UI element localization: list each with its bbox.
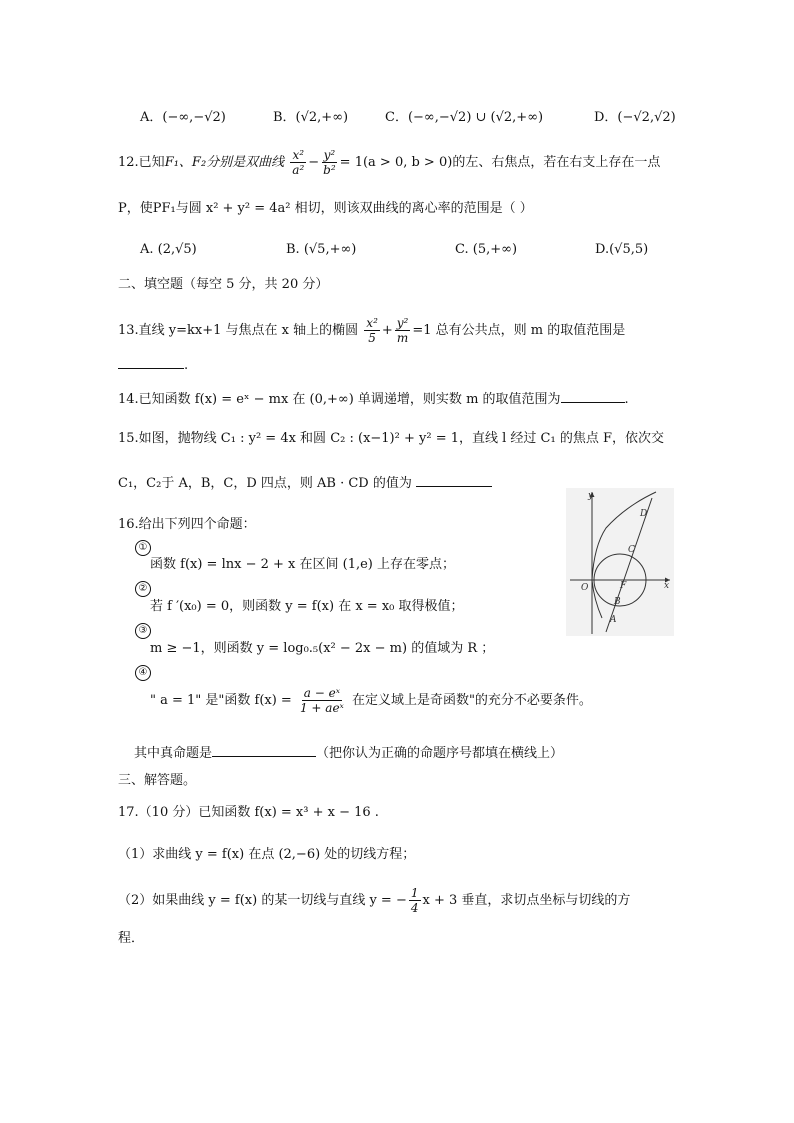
q17-part2 — [118, 886, 630, 915]
q15-answer-blank[interactable] — [416, 474, 492, 487]
label-b: B — [614, 597, 621, 607]
q12-frac2-num: y² — [323, 148, 336, 162]
q13-line1 — [118, 316, 625, 345]
q12-fraction-x — [290, 148, 306, 177]
q16-proposition-4 — [150, 686, 592, 715]
label-a: A — [610, 615, 617, 625]
q12-condition: = 1(a > 0, b > 0) — [339, 155, 453, 170]
section-solution-heading: 三、解答题。 — [118, 773, 197, 788]
label-origin: O — [581, 583, 589, 593]
q17-head: 17.（10 分）已知函数 f(x) = x³ + x − 16 . — [118, 805, 379, 820]
q13-end: . — [184, 358, 189, 373]
q17-p2-fraction — [409, 886, 421, 915]
q16-p4-num: a − eˣ — [303, 686, 340, 700]
q16-answer-blank[interactable] — [212, 744, 316, 757]
q16-p4-prefix: " a = 1" 是"函数 f(x) = — [150, 693, 292, 708]
q16-intro: 16.给出下列四个命题： — [118, 517, 256, 532]
q16-circle-3: ③ — [135, 623, 151, 639]
q12-option-c: C. (5,+∞) — [455, 242, 518, 257]
q17-p2-den: 4 — [410, 901, 419, 915]
q11-option-b: B．(√2,+∞) — [273, 110, 349, 125]
q15-line2 — [118, 474, 492, 493]
q16-p4-den: 1 + aeˣ — [299, 701, 344, 715]
q16-answer-prefix: 其中真命题是 — [134, 746, 213, 761]
parabola-circle-figure — [566, 488, 674, 636]
label-y: y — [588, 491, 594, 501]
q12-line2: P，使PF₁与圆 x² + y² = 4a² 相切，则该双曲线的离心率的范围是（ ） — [118, 201, 533, 216]
q17-p2-num: 1 — [410, 886, 419, 900]
figure-svg — [566, 488, 674, 636]
q13-answer-blank[interactable] — [118, 356, 184, 369]
q13-frac1-den: 5 — [368, 331, 376, 345]
q16-answer-line — [134, 744, 563, 763]
q12-fraction-y — [321, 148, 338, 177]
q12-frac2-den: b² — [323, 163, 336, 177]
label-f: F — [620, 581, 627, 591]
q17-p2-prefix: （2）如果曲线 y = f(x) 的某一切线与直线 y = − — [118, 893, 407, 908]
q11-option-a: A．(−∞,−√2) — [140, 110, 226, 125]
q15-line2-text: C₁，C₂于 A，B，C，D 四点，则 AB · CD 的值为 — [118, 476, 412, 491]
section-fill-in-heading: 二、填空题（每空 5 分，共 20 分） — [118, 277, 329, 292]
q13-frac2-den: m — [396, 331, 409, 345]
q15-line1: 15.如图，抛物线 C₁ : y² = 4x 和圆 C₂ : (x−1)² + y² = 1，直线 l 经过 C₁ 的焦点 F，依次交 — [118, 431, 664, 446]
label-c: C — [628, 545, 635, 555]
label-d: D — [640, 509, 648, 519]
q17-part1: （1）求曲线 y = f(x) 在点 (2,−6) 处的切线方程； — [118, 847, 416, 862]
q14-text: 14.已知函数 f(x) = eˣ − mx 在 (0,+∞) 单调递增，则实数 m 的取值范围为 — [118, 392, 561, 407]
q16-circle-1: ① — [135, 540, 151, 556]
q12-frac1-num: x² — [292, 148, 305, 162]
q16-p4-fraction — [298, 686, 346, 715]
q17-part2-line2: 程． — [118, 931, 145, 946]
q12-option-b: B. (√5,+∞) — [286, 242, 357, 257]
q12-number: 12.已知 — [118, 155, 165, 170]
q14-end: . — [624, 392, 629, 407]
q12-foci-text: F₁、F₂分别是双曲线 — [164, 155, 285, 170]
q13-answer-line — [118, 356, 188, 375]
q13-prefix: 13.直线 y=kx+1 与焦点在 x 轴上的椭圆 — [118, 323, 359, 338]
q14-answer-blank[interactable] — [561, 390, 625, 403]
label-x: x — [664, 581, 670, 591]
q11-option-c: C．(−∞,−√2) ∪ (√2,+∞) — [385, 110, 544, 125]
q13-frac2-num: y² — [396, 316, 409, 330]
q12-option-a: A. (2,√5) — [140, 242, 197, 257]
q12-minus: − — [308, 155, 320, 170]
q16-circle-2: ② — [135, 581, 151, 597]
q16-proposition-2: 若 f ′(x₀) = 0，则函数 y = f(x) 在 x = x₀ 取得极值； — [150, 599, 464, 614]
q16-circle-4: ④ — [135, 665, 151, 681]
q13-fraction-x — [364, 316, 380, 345]
q12-option-d: D.(√5,5) — [595, 242, 649, 257]
q14-line — [118, 390, 629, 409]
q11-option-d: D．(−√2,√2) — [594, 110, 676, 125]
q16-answer-suffix: （把你认为正确的命题序号都填在横线上） — [316, 746, 564, 761]
q12-line1-suffix: 的左、右焦点，若在右支上存在一点 — [452, 155, 661, 170]
q16-p4-suffix: 在定义域上是奇函数"的充分不必要条件。 — [351, 693, 592, 708]
q13-frac1-num: x² — [366, 316, 378, 330]
q17-p2-suffix: x + 3 垂直，求切点坐标与切线的方 — [422, 893, 631, 908]
q16-proposition-3: m ≥ −1，则函数 y = log₀.₅(x² − 2x − m) 的值域为 R ； — [150, 641, 495, 656]
q13-fraction-y — [395, 316, 411, 345]
q16-proposition-1: 函数 f(x) = lnx − 2 + x 在区间 (1,e) 上存在零点； — [150, 557, 455, 572]
q13-suffix: =1 总有公共点，则 m 的取值范围是 — [412, 323, 626, 338]
q12-frac1-den: a² — [292, 163, 305, 177]
q12-line1 — [118, 148, 660, 177]
q13-plus: + — [381, 323, 393, 338]
